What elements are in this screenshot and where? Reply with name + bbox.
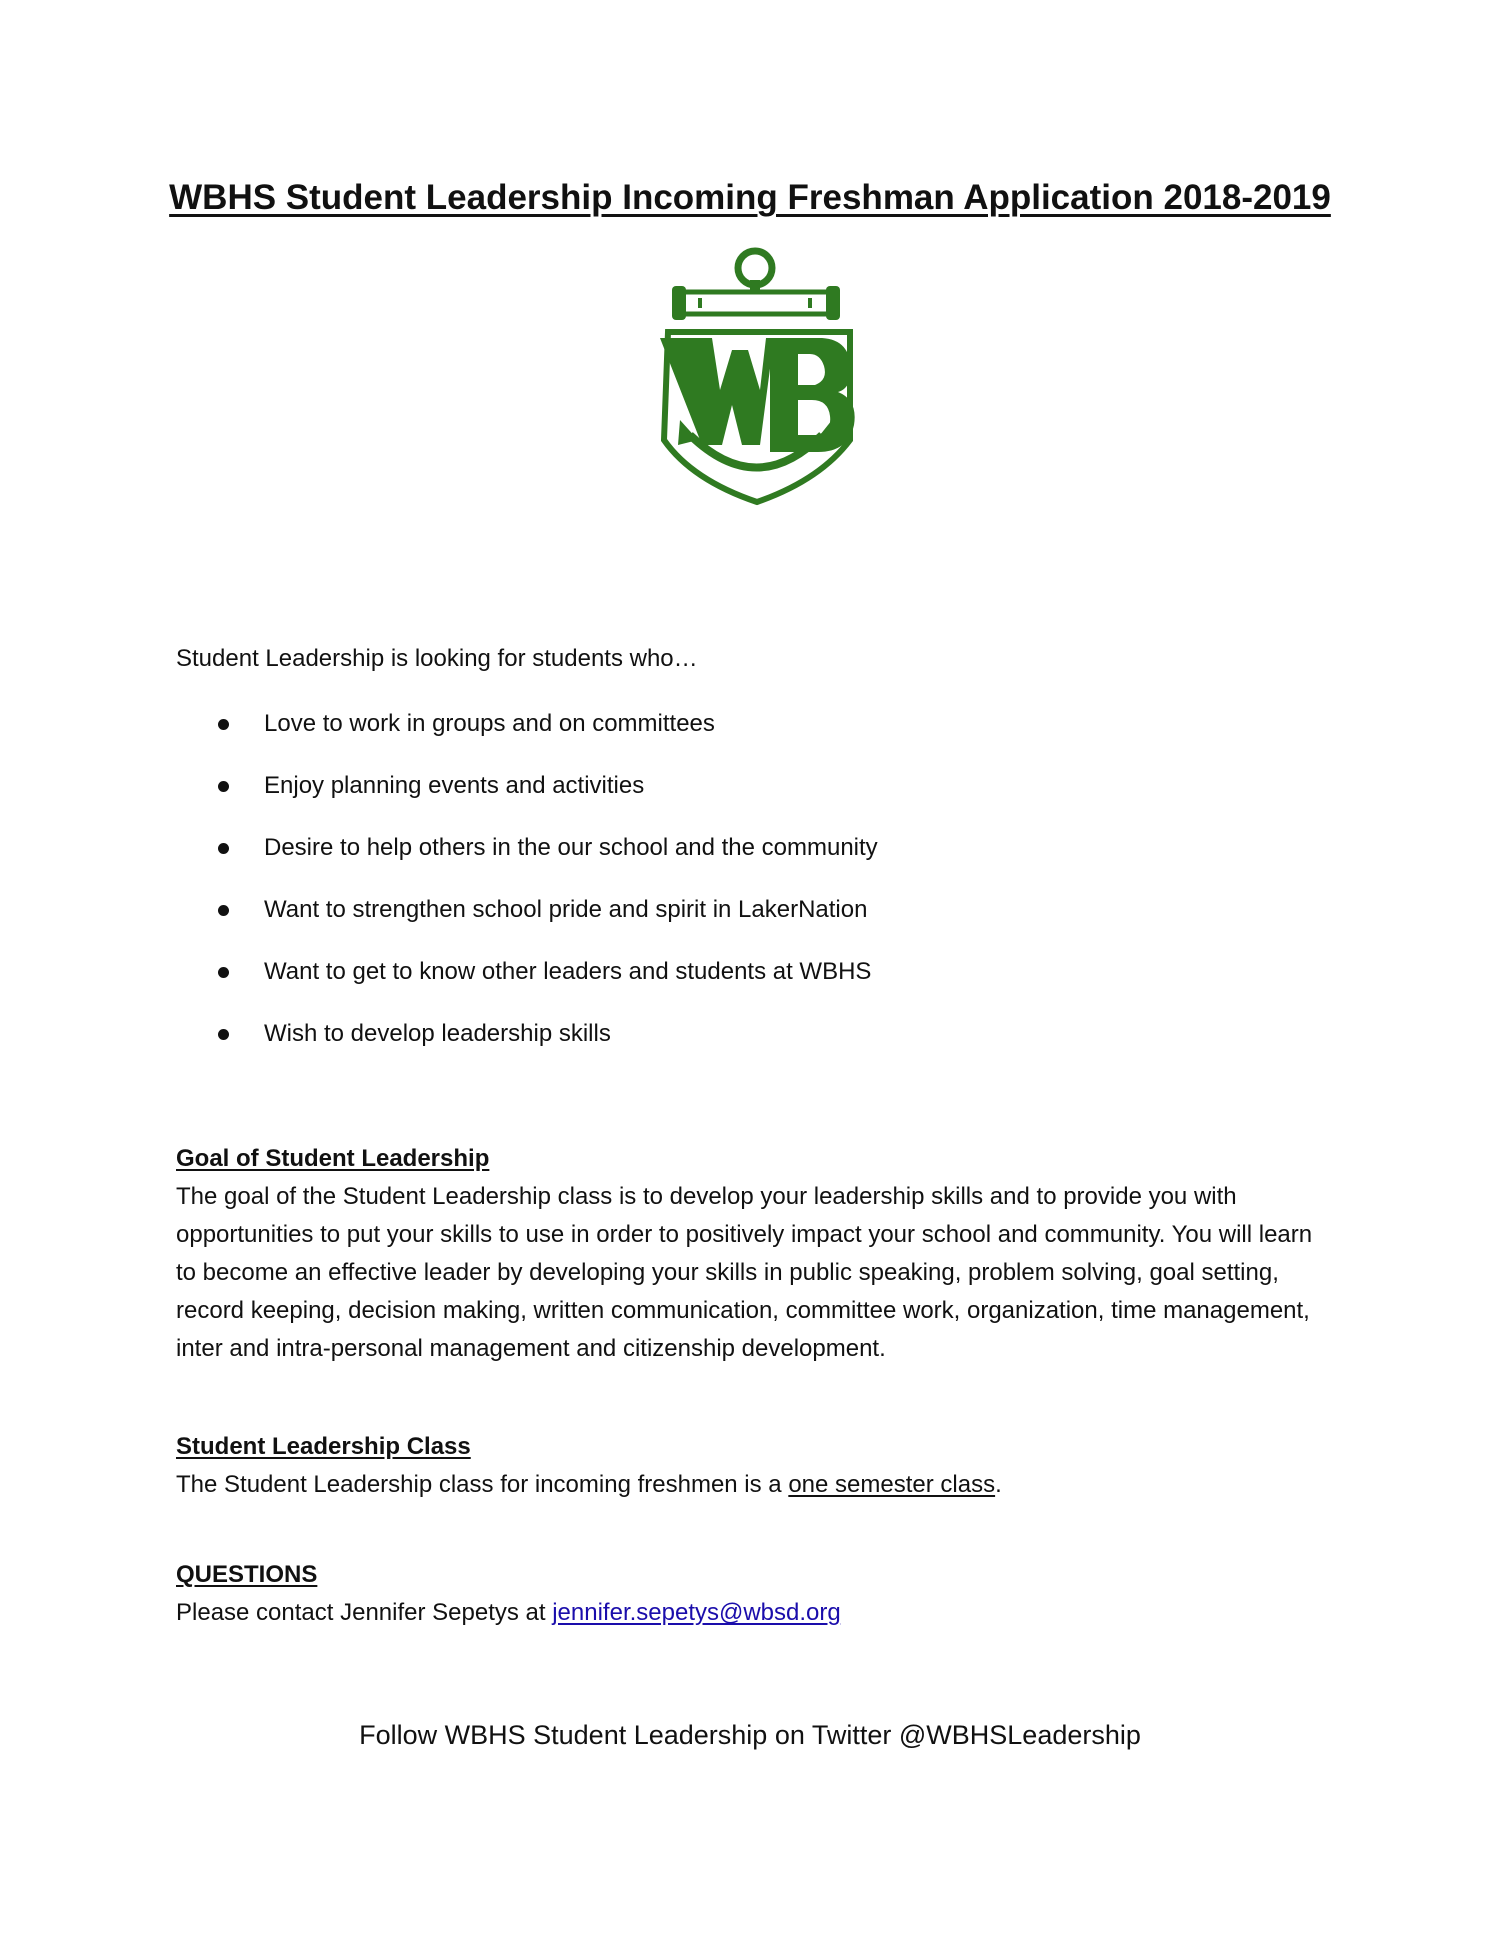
intro-text: Student Leadership is looking for students who…	[176, 645, 698, 672]
contact-email-link[interactable]: jennifer.sepetys@wbsd.org	[552, 1599, 841, 1626]
list-item-text: Desire to help others in the our school and the community	[264, 834, 878, 861]
list-item	[176, 824, 878, 886]
bullet-dot-icon	[218, 1029, 229, 1040]
class-body-prefix: The Student Leadership class for incoming freshmen is a	[176, 1471, 789, 1498]
questions-heading: QUESTIONS	[176, 1561, 318, 1588]
class-heading: Student Leadership Class	[176, 1433, 471, 1460]
goal-body: The goal of the Student Leadership class is to develop your leadership skills and to provide you with opportunities to put your skills to use in order to positively impact your school and community. You will learn to become an effective leader by developing your skills in public speaking, problem solving, goal setting, record keeping, decision making, written communication, committee work, organization, time management, inter and intra-personal management and citizenship development.	[176, 1183, 1313, 1362]
goal-section	[176, 1140, 1336, 1368]
goal-heading: Goal of Student Leadership	[176, 1145, 490, 1172]
list-item	[176, 700, 878, 762]
class-section	[176, 1428, 1336, 1504]
class-body-suffix: .	[995, 1471, 1002, 1498]
anchor-ring	[738, 251, 772, 285]
list-item	[176, 762, 878, 824]
twitter-follow-text: Follow WBHS Student Leadership on Twitter @WBHSLeadership	[359, 1720, 1141, 1750]
list-item	[176, 948, 878, 1010]
bullet-dot-icon	[218, 719, 229, 730]
bullet-list	[176, 700, 878, 1072]
questions-body-prefix: Please contact Jennifer Sepetys at	[176, 1599, 553, 1626]
list-item-text: Enjoy planning events and activities	[264, 772, 645, 799]
page-title: WBHS Student Leadership Incoming Freshman Application 2018-2019	[169, 178, 1331, 217]
list-item-text: Wish to develop leadership skills	[264, 1020, 611, 1047]
list-item-text: Love to work in groups and on committees	[264, 710, 715, 737]
class-body	[176, 1466, 1336, 1504]
bullet-dot-icon	[218, 905, 229, 916]
list-item	[176, 886, 878, 948]
bullet-dot-icon	[218, 781, 229, 792]
list-item	[176, 1010, 878, 1072]
questions-section	[176, 1556, 1336, 1632]
questions-body	[176, 1594, 1336, 1632]
anchor-shield-icon	[650, 240, 865, 510]
list-item-text: Want to strengthen school pride and spirit in LakerNation	[264, 896, 868, 923]
bullet-dot-icon	[218, 967, 229, 978]
list-item-text: Want to get to know other leaders and students at WBHS	[264, 958, 872, 985]
class-body-emphasis: one semester class	[788, 1471, 996, 1498]
bullet-dot-icon	[218, 843, 229, 854]
